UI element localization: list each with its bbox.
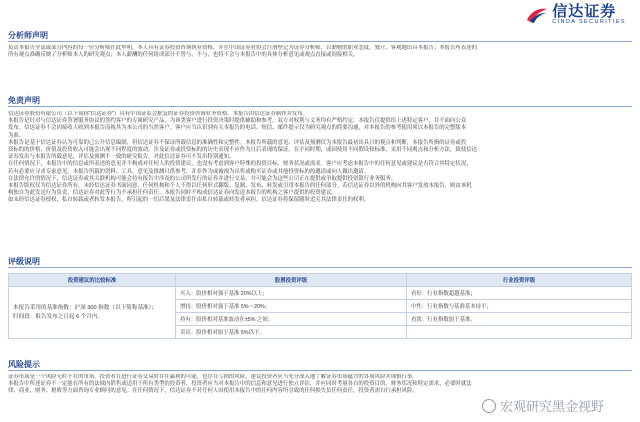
disclaimer-line: 发布。信达证券不会因接收人收到本报告而视其为本公司的当然客户。客户应当认识到有关本报告的电话、短信、邮件提示仅为研究观点的简要沟通，对本报告的参考使用须以本报告的完整版本: [8, 125, 467, 132]
section-divider: [8, 267, 632, 268]
cinda-swoosh-icon: [526, 6, 548, 24]
disclaimer-line: 在任何情况下，本报告中的信息或所表述的意见并不构成对任何人的投资建议，也没有考虑到客户特殊的投资目标、财务状况或需求。客户应考虑本报告中的任何意见或建议是否符合其特定状况，: [8, 161, 472, 168]
wechat-watermark: [482, 396, 604, 415]
logo-english-name: CINDA SECURITIES: [552, 19, 626, 25]
analyst-statement-title: 分析师声明: [8, 31, 48, 40]
rating-table-header-row: [9, 274, 632, 287]
stock-rating-hold: 持有：股价相对基准波动在±5% 之间；: [176, 313, 407, 326]
rating-table: [8, 273, 632, 339]
table-row: [9, 287, 632, 300]
header-stock-rating: 股票投资评级: [176, 274, 407, 287]
industry-rating-positive: 看好：行业指数超越基准；: [407, 287, 632, 300]
disclaimer-line: 构独自为此发送行为负责，信达证券对此等行为不承担任何责任。本报告同时不构成信达证券向发送本报告的机构之客户提供的投资建议。: [8, 190, 337, 197]
disclaimer-line: 如未经信达证券授权，私自转载或者转发本报告，所引起的一切后果及法律责任由私自转载或转发者承担。信达证券将保留随时追究其法律责任的权利。: [8, 197, 370, 204]
stock-rating-sell: 卖出：股价相对弱于基准 5%以下。: [176, 326, 407, 339]
analyst-line: 所有观点准确反映了分析师本人的研究观点；本人薪酬的任何组成部分不曾与，不与，也将不会与本报告中的具体分析意见或观点直接或间接相关。: [8, 52, 359, 59]
logo-chinese-name: 信达证券: [552, 3, 617, 20]
watermark-text: 宏观研究黑金视野: [500, 399, 605, 414]
benchmark-line: 本报告采用的基准指数：沪深 300 指数（以下简称基准）；: [13, 304, 157, 311]
section-divider: [8, 370, 632, 371]
benchmark-description-cell: [9, 287, 176, 339]
disclaimer-line: 资标的的价格、价值及投资收入可能会出现不同程度的波动，涉及证券或投资标的的历史表现不应作为日后表现的保证。在不同时期，或因使用不同假设和标准，采用不同观点和分析方法，致使信达: [8, 147, 477, 154]
disclaimer-line: 本报告版权仅为信达证券所有。未经信达证券书面同意，任何机构和个人不得以任何形式翻版、复制、发布、转发或引用本报告的任何部分。若信达证券以外的机构向其客户发放本报告，则由该机: [8, 183, 472, 190]
header-benchmark: 投资建议的比较标准: [9, 274, 176, 287]
disclaimer-line: 证券发出与本报告所载意见、评估及预测不一致的研究报告，对此信达证券可不发出特别通知。: [8, 154, 235, 161]
analyst-statement-body: [8, 45, 632, 59]
section-divider: [8, 106, 632, 107]
risk-line: 本报告中所述证券不一定能在所有的法域内销售或适用于所有类型的投资者，投资者应当对本报告中的信息和意见进行独立评估，并应同时考量各自的投资目的、财务状况和特定需求，必要时就法: [8, 381, 472, 388]
disclaimer-line: 信达证券股份有限公司（以下简称“信达证券”）具有中国证监会批复的证券投资咨询业务资格。本报告由信达证券制作并发布。: [8, 111, 309, 117]
industry-rating-empty: [407, 326, 632, 339]
risk-warning-title: 风险提示: [8, 360, 40, 369]
risk-line: 证券市场是一个风险无时不在的市场。投资者在进行证券交易时存在赢利的可能，也存在亏损的风险。建议投资者应当充分深入地了解证券市场蕴含的各项风险并谨慎行事。: [8, 374, 418, 380]
section-divider: [8, 41, 632, 42]
stock-rating-overweight: 增持：股价相对强于基准 5%～20%；: [176, 300, 407, 313]
disclaimer-line: 在法律允许的情况下，信达证券或其关联机构可能会持有报告中涉及的公司所发行的证券并进行交易，并可能会为这些公司正在提供或争取提供投资银行业务服务。: [8, 175, 397, 182]
industry-rating-neutral: 中性：行业指数与基准基本持平；: [407, 300, 632, 313]
rating-title: 评级说明: [8, 257, 40, 266]
analyst-line: 负责本报告全部或部分内容的每一位分析师在此申明，本人具有证券投资咨询执业资格，并在中国证券业协会注册登记为证券分析师，以勤勉的职业态度，独立、客观地出具本报告；本报告所表述的: [8, 45, 477, 51]
disclaimer-line: 本报告是基于信达证券认为可靠的已公开信息编制，但信达证券不保证所载信息的准确性和完整性。本报告所载的意见、评估及预测仅为本报告最初出具日的观点和判断，本报告所指的证券或投: [8, 139, 467, 146]
company-logo: [526, 4, 626, 26]
disclaimer-line: 为准。: [8, 132, 25, 139]
header-industry-rating: 行业投资评级: [407, 274, 632, 287]
risk-warning-body: [8, 374, 632, 396]
risk-line: 律、商业、财务、税收等方面咨询专业顾问的意见。在任何情况下，信达证券不对任何人因使用本报告中的任何内容所引致的任何损失负任何责任，投资者需自行承担风险。: [8, 388, 418, 395]
period-line: 时间段：报告发布之日起 6 个月内。: [13, 313, 104, 320]
industry-rating-negative: 看淡：行业指数弱于基准。: [407, 313, 632, 326]
stock-rating-buy: 买入：股价相对强于基准 20%以上；: [176, 287, 407, 300]
disclaimer-title: 免责声明: [8, 96, 40, 105]
disclaimer-line: 若有必要应寻求专家意见。本报告所载的资料、工具、意见及推测只供参考，并非作为或被视为出售或购买证券或其他投资标的的邀请或向人做出邀请。: [8, 168, 370, 175]
watermark-logo-icon: [482, 399, 496, 413]
disclaimer-line: 本报告是针对与信达证券签署服务协议的签约客户的专属研究产品，为该类客户进行投资决策时提供辅助和参考，双方对权利与义务均有严格约定。本报告仅提供给上述特定客户，并不面向公众: [8, 118, 467, 125]
disclaimer-body: [8, 111, 632, 205]
